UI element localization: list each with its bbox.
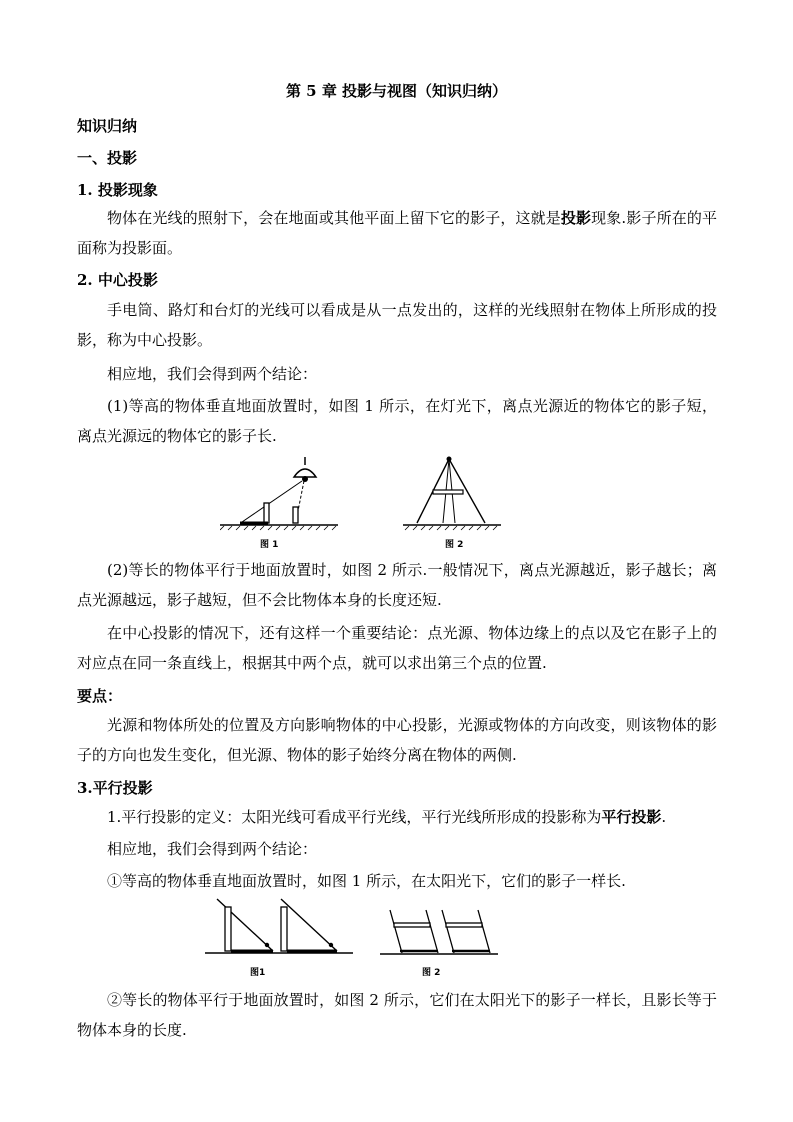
section-3-paragraph-4: ②等长的物体平行于地面放置时，如图 2 所示，它们在太阳光下的影子一样长，且影长等于物体本身的长度. (77, 991, 717, 1039)
parallel-projection-figure-2 (380, 905, 500, 980)
section-1-paragraph (77, 203, 717, 263)
figure-caption: 图1 (250, 968, 266, 978)
heading-projection: 一、投影 (77, 149, 138, 167)
parallel-projection-figure-1 (205, 895, 355, 980)
section-2-paragraph-4: (2)等长的物体平行于地面放置时，如图 2 所示.一般情况下，离点光源越近，影子越长；离点光源越远，影子越短，但不会比物体本身的长度还短. (77, 561, 717, 609)
bold-term: 投影 (560, 209, 592, 227)
section-3-paragraph-3: ①等高的物体垂直地面放置时，如图 1 所示，在太阳光下，它们的影子一样长. (107, 872, 626, 890)
figure-caption: 图 1 (260, 540, 279, 550)
figure-caption: 图 2 (445, 540, 464, 550)
text-run: 1.平行投影的定义：太阳光线可看成平行光线，平行光线所形成的投影称为 (107, 808, 602, 826)
section-1-heading: 1. 投影现象 (77, 181, 158, 199)
central-projection-figure-1 (220, 455, 340, 555)
text-run: 现象.影子所在的平面称为投影面。 (77, 209, 717, 257)
section-2-paragraph-1: 手电筒、路灯和台灯的光线可以看成是从一点发出的，这样的光线照射在物体上所形成的投影，称为中心投影。 (77, 301, 717, 349)
section-2-paragraph-5: 在中心投影的情况下，还有这样一个重要结论：点光源、物体边缘上的点以及它在影子上的对应点在同一条直线上，根据其中两个点，就可以求出第三个点的位置. (77, 624, 717, 672)
section-2-heading: 2. 中心投影 (77, 271, 158, 289)
section-2-paragraph-2: 相应地，我们会得到两个结论： (107, 365, 318, 383)
text-run: 物体在光线的照射下，会在地面或其他平面上留下它的影子，这就是 (107, 209, 561, 227)
post-far (293, 507, 298, 523)
lamp-icon (294, 469, 316, 477)
text-run: . (661, 808, 667, 826)
bold-term: 平行投影 (601, 808, 662, 826)
section-3-heading: 3.平行投影 (77, 779, 153, 797)
section-3-paragraph-2: 相应地，我们会得到两个结论： (107, 840, 318, 858)
lamp-posts-diagram (220, 455, 340, 540)
section-3-paragraph-1 (77, 802, 717, 832)
page-title: 第 5 章 投影与视图（知识归纳） (285, 82, 508, 100)
heading-knowledge: 知识归纳 (77, 117, 138, 135)
parallel-rods-diagram (380, 905, 500, 960)
key-points-heading: 要点： (77, 687, 123, 705)
pyramid-rays-diagram (403, 455, 503, 540)
key-points-paragraph: 光源和物体所处的位置及方向影响物体的中心投影，光源或物体的方向改变，则该物体的影子的方向也发生变化，但光源、物体的影子始终分离在物体的两侧. (77, 716, 717, 764)
figure-caption: 图 2 (422, 968, 441, 978)
sun-ray-posts-diagram (205, 895, 355, 960)
post-near (264, 503, 269, 523)
central-projection-figure-2 (403, 455, 503, 555)
section-2-paragraph-3: (1)等高的物体垂直地面放置时，如图 1 所示，在灯光下，离点光源近的物体它的影子短，离点光源远的物体它的影子长. (77, 397, 717, 445)
